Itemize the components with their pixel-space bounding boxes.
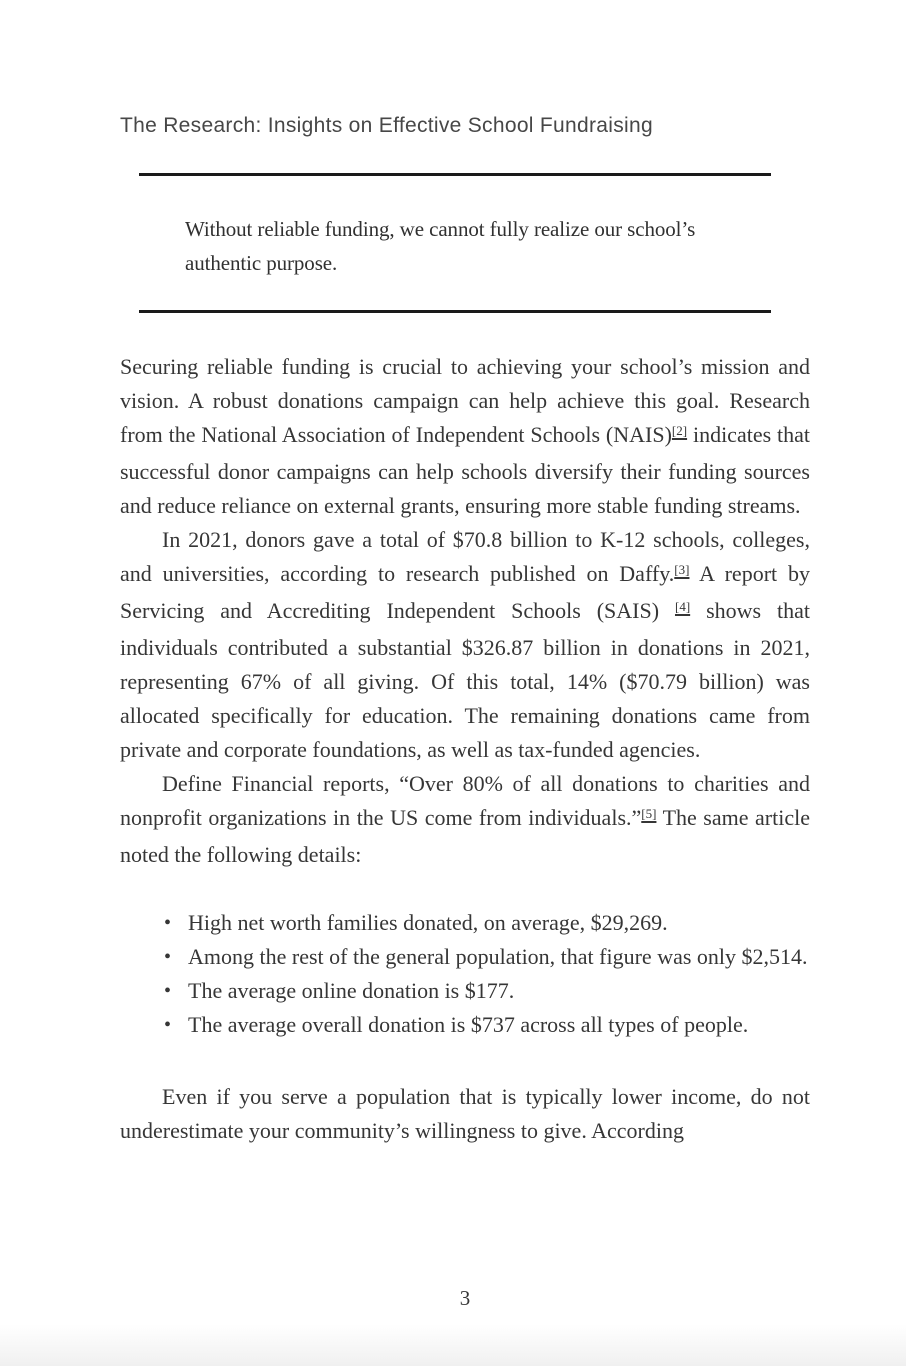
body-paragraph: Even if you serve a population that is typically lower income, do not underestimate your community’s willingness to give. According xyxy=(120,1084,810,1143)
footnote-ref-link[interactable]: [2] xyxy=(671,423,688,438)
chapter-title: The Research: Insights on Effective School Fundraising xyxy=(120,114,653,137)
list-item xyxy=(164,974,810,1008)
list-item xyxy=(164,906,810,940)
list-item-text: The average online donation is $177. xyxy=(188,978,515,1003)
bullet-icon: • xyxy=(164,980,172,1002)
body-paragraph: Securing reliable funding is crucial to achieving your school’s mission and vision. A robust donations campaign can help achieve this goal. Research from the National Association of Independent Schools (NAIS)[2] indicates that successful donor campaigns can help schools diversify their funding sources and reduce reliance on external grants, ensuring more stable funding streams. xyxy=(120,354,811,518)
bullet-icon: • xyxy=(164,912,172,934)
footnote-ref-link[interactable]: [5] xyxy=(641,806,657,821)
list-item xyxy=(164,1008,810,1042)
bullet-icon: • xyxy=(164,946,172,968)
body-paragraph: In 2021, donors gave a total of $70.8 billion to K-12 schools, colleges, and universities, according to research published on Daffy.[3] A report by Servicing and Accrediting Independent Schools (SAIS) [4] shows that individuals contributed a substantial $326.87 billion in donations in 2021, representing 67% of all giving. Of this total, 14% ($70.79 billion) was allocated specifically for education. The remaining donations came from private and corporate foundations, as well as tax-funded agencies. xyxy=(120,527,810,762)
footnote-ref-link[interactable]: [3] xyxy=(674,562,690,577)
list-item-text: Among the rest of the general population, that figure was only $2,514. xyxy=(188,944,808,969)
footnote-ref-link[interactable]: [4] xyxy=(674,599,691,614)
detail-list xyxy=(164,906,810,1042)
divider-rule-bottom xyxy=(139,310,771,313)
page-content xyxy=(120,112,810,1148)
body-paragraph: Define Financial reports, “Over 80% of all donations to charities and nonprofit organizations in the US come from individuals.”[5] The same article noted the following details: xyxy=(120,771,810,867)
page-number: 3 xyxy=(459,1286,471,1310)
pull-quote-text: Without reliable funding, we cannot fully realize our school’s authentic purpose. xyxy=(185,217,696,275)
list-item-text: High net worth families donated, on average, $29,269. xyxy=(188,910,668,935)
list-item xyxy=(164,940,810,974)
pull-quote-block xyxy=(139,173,771,313)
page-bottom-fade xyxy=(0,1324,906,1366)
bullet-icon: • xyxy=(164,1014,172,1036)
body-text xyxy=(120,350,810,1148)
list-item-text: The average overall donation is $737 across all types of people. xyxy=(188,1012,749,1037)
